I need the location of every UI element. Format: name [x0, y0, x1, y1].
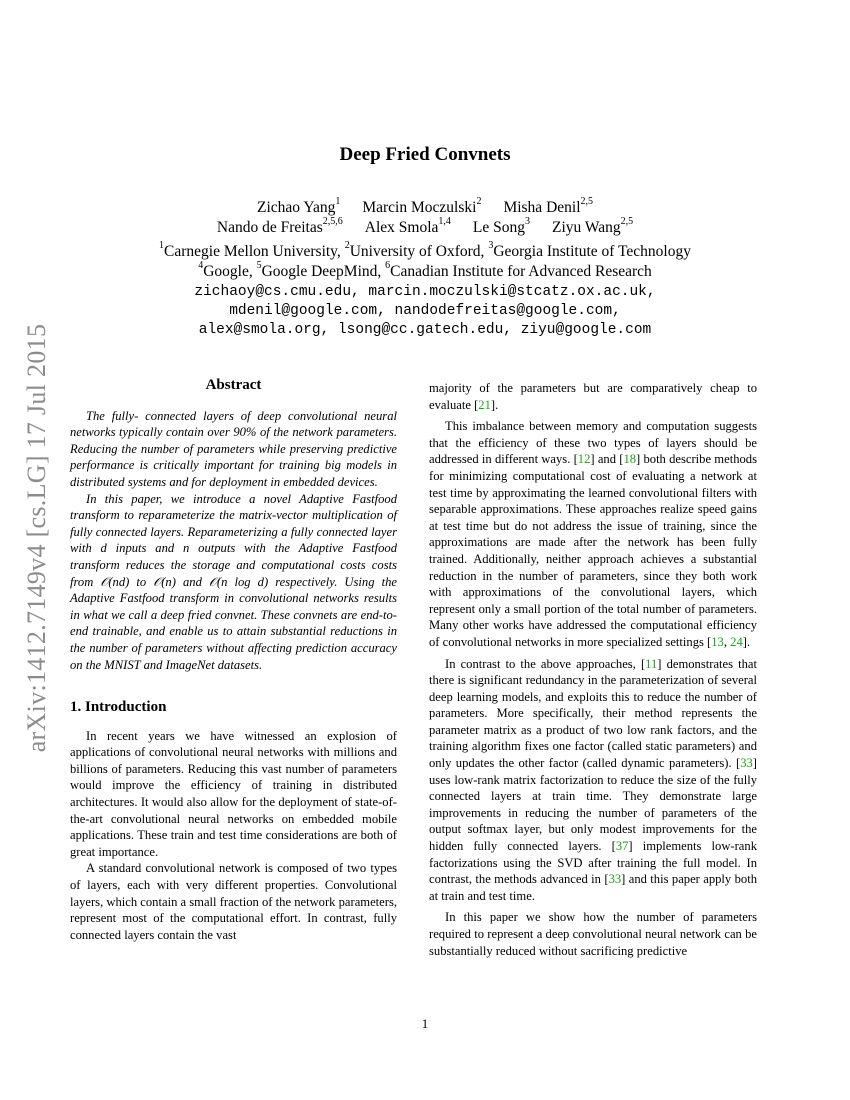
affiliation: Canadian Institute for Advanced Research	[390, 263, 652, 280]
author-name: Ziyu Wang	[551, 219, 621, 236]
affil-index: 2	[344, 240, 350, 251]
citation-link[interactable]: 33	[608, 872, 622, 887]
citation-link[interactable]: 37	[615, 839, 629, 854]
affiliation-line-1	[0, 240, 850, 261]
text-run: ] uses low-rank matrix factorization to reduce the size of the fully connected layers at train time. They demonstrate large improvements in reducing the number of parameters of the output softmax layer, but only modest improvements for the hidden fully connected layers. [	[429, 756, 757, 854]
text-run: This imbalance between memory and computation suggests that the efficiency of these two types of layers should be addressed in different ways. [	[429, 419, 757, 467]
author-affil: 3	[524, 216, 530, 227]
citation-link[interactable]: 13	[711, 634, 724, 649]
affil-index: 1	[159, 240, 165, 251]
body-paragraph	[429, 380, 757, 413]
author-name: Le Song	[472, 219, 525, 236]
text-run: majority of the parameters but are comparatively cheap to evaluate [	[429, 381, 757, 412]
affiliation: Carnegie Mellon University,	[164, 243, 345, 260]
text-run: In contrast to the above approaches, [	[445, 656, 646, 671]
citation-link[interactable]: 21	[478, 397, 491, 412]
email-line: zichaoy@cs.cmu.edu, marcin.moczulski@stcatz.ox.ac.uk,	[194, 284, 656, 300]
author-name: Misha Denil	[503, 199, 581, 216]
author-affil: 1	[335, 196, 341, 207]
text-run: ] demonstrates that there is significant redundancy in the parameterization of several deep learning models, and exploits this to reduce the number of parameters. More specifically, their method represents the parameter matrix as a product of two low rank factors, and the training algorithm fixes one factor (called static parameters) and only updates the other factor (called dynamic parameters). [	[429, 656, 758, 771]
email-line: alex@smola.org, lsong@cc.gatech.edu, ziyu@google.com	[198, 322, 652, 338]
arxiv-sidebar-stamp: arXiv:1412.7149v4 [cs.LG] 17 Jul 2015	[22, 323, 51, 753]
citation-link[interactable]: 33	[740, 756, 753, 771]
abstract-heading: Abstract	[205, 377, 262, 393]
section-heading-introduction: 1. Introduction	[70, 699, 167, 716]
text-run: ] and [	[590, 452, 624, 467]
affiliation: Google DeepMind,	[261, 263, 386, 280]
citation-link[interactable]: 12	[577, 452, 591, 467]
author-name: Nando de Freitas	[216, 219, 323, 236]
author-name: Marcin Moczulski	[362, 199, 477, 216]
affil-index: 6	[385, 260, 391, 271]
body-paragraph	[429, 656, 757, 905]
affiliation: University of Oxford,	[349, 243, 489, 260]
abstract-paragraph: The fully- connected layers of deep convolutional neural networks typically contain over 90% of the network parameters. Reducing the number of parameters while preserving predictive performance is critically important for training big models in distributed systems and for deployment in embedded devices.	[70, 408, 397, 489]
left-column	[70, 377, 397, 943]
affiliation: Google,	[203, 263, 257, 280]
text-run: ] both describe methods for minimizing computational cost of evaluating a network at test time by approximating the learned convolutional filters with separable approximations. These approaches realize speed gains at test time but do not address the issue of training, since the approximations are made after the network has been fully trained. Additionally, neither approach achieves a substantial reduction in the number of parameters, since they both work with approximations of the convolutional layers, which represent only a small portion of the total number of parameters. Many other works have addressed the computational efficiency of convolutional networks in more specialized settings [	[429, 452, 757, 649]
paper-title: Deep Fried Convnets	[339, 144, 511, 165]
citation-link[interactable]: 11	[645, 656, 658, 671]
body-paragraph	[429, 418, 757, 650]
author-affil: 2	[476, 196, 482, 207]
author-line-1	[0, 196, 850, 217]
text-run: ] and this paper apply both at train and test time.	[429, 872, 758, 903]
text-run: ].	[490, 397, 499, 412]
affil-index: 3	[488, 240, 494, 251]
author-name: Zichao Yang	[257, 199, 336, 216]
affil-index: 4	[198, 260, 204, 271]
author-affil: 2,5,6	[322, 216, 343, 227]
author-affil: 1,4	[438, 216, 451, 227]
citation-link[interactable]: 24	[730, 634, 743, 649]
author-name: Alex Smola	[364, 219, 439, 236]
author-line-2	[0, 216, 850, 237]
affil-index: 5	[256, 260, 262, 271]
body-paragraph: In this paper we show how the number of parameters required to represent a deep convolutional neural network can be substantially reduced without sacrificing predictive	[429, 910, 757, 958]
right-column	[429, 380, 757, 959]
page-number: 1	[421, 1016, 429, 1031]
text-run: ] implements low-rank factorizations using the SVD after training the full model. In contrast, the methods advanced in [	[429, 839, 757, 887]
citation-link[interactable]: 18	[623, 452, 637, 467]
text-run: ,	[723, 634, 731, 649]
intro-paragraph: In recent years we have witnessed an explosion of applications of convolutional neural networks with millions and billions of parameters. Reducing this vast number of parameters would improve the efficiency of training in distributed architectures. It would also allow for the deployment of state-of-the-art convolutional neural networks on embedded mobile applications. These train and test time considerations are both of great importance.	[70, 728, 397, 859]
abstract-paragraph: In this paper, we introduce a novel Adaptive Fastfood transform to reparameterize the matrix-vector multiplication of fully connected layers. Reparameterizing a fully connected layer with d inputs and n outputs with the Adaptive Fastfood transform reduces the storage and computational costs costs from 𝒪(nd) to 𝒪(n) and 𝒪(n log d) respectively. Using the Adaptive Fastfood transform in convolutional networks results in what we call a deep fried convnet. These convnets are end-to-end trainable, and enable us to attain substantial reductions in the number of parameters without affecting prediction accuracy on the MNIST and ImageNet datasets.	[70, 491, 397, 672]
text-run: ].	[742, 634, 751, 649]
author-affil: 2,5	[620, 216, 634, 227]
affiliation: Georgia Institute of Technology	[493, 243, 691, 260]
author-affil: 2,5	[580, 196, 593, 207]
email-line: mdenil@google.com, nandodefreitas@google.com,	[229, 303, 621, 319]
affiliation-line-2	[0, 260, 850, 281]
intro-paragraph: A standard convolutional network is composed of two types of layers, each with very different properties. Convolutional layers, which contain a small fraction of the network parameters, represent most of the computational effort. In contrast, fully connected layers contain the vast	[70, 861, 397, 942]
